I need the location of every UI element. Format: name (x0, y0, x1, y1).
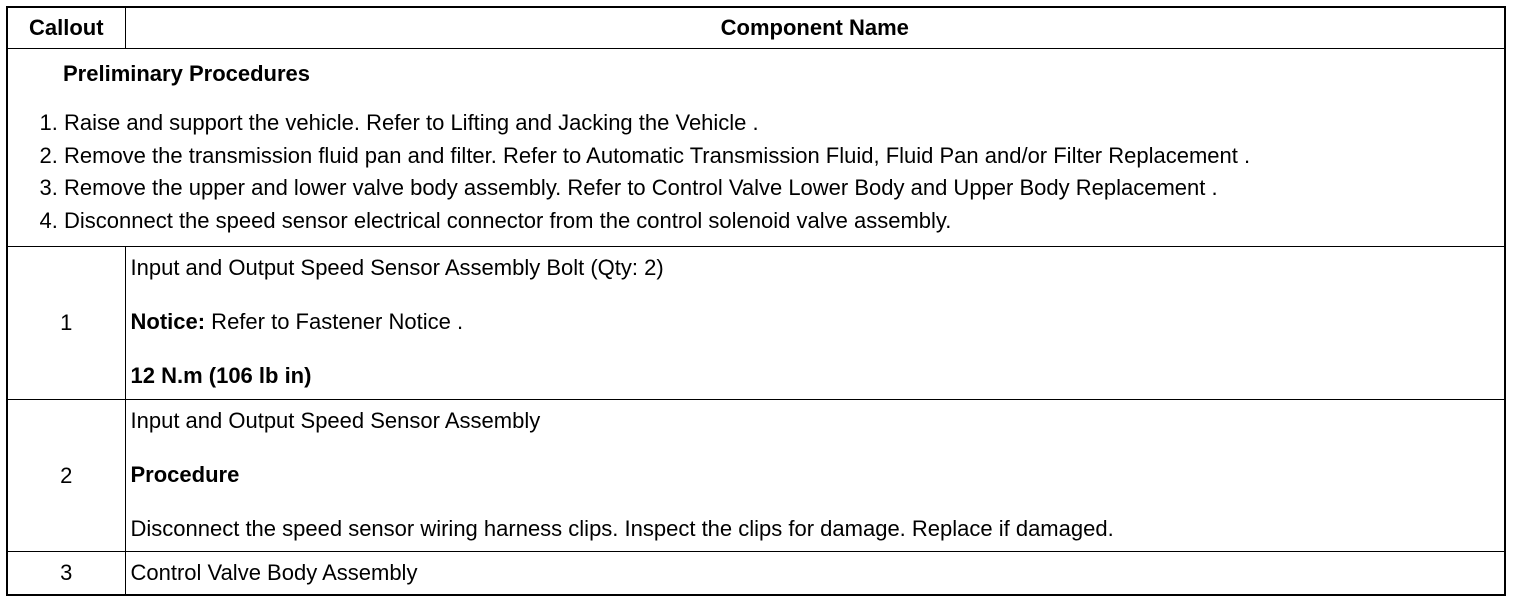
callout-number: 2 (7, 400, 125, 552)
preliminary-step: 1. Raise and support the vehicle. Refer to Lifting and Jacking the Vehicle . (64, 107, 1504, 140)
callout-number: 3 (7, 552, 125, 595)
procedure-table (6, 6, 1506, 596)
header-component-name: Component Name (125, 7, 1505, 49)
table-row (7, 552, 1505, 595)
torque-value: 12 N.m (106 lb in) (130, 363, 312, 388)
procedure-heading (131, 460, 1505, 490)
table-row (7, 400, 1505, 552)
component-name: Control Valve Body Assembly (130, 559, 418, 585)
component-name: Input and Output Speed Sensor Assembly (130, 408, 541, 433)
procedure-label: Procedure (130, 462, 240, 487)
preliminary-row (7, 49, 1505, 247)
preliminary-step: 3. Remove the upper and lower valve body assembly. Refer to Control Valve Lower Body and Upper Body Replacement . (64, 172, 1504, 205)
torque-spec (131, 361, 1505, 391)
preliminary-step: 2. Remove the transmission fluid pan and filter. Refer to Automatic Transmission Fluid, Fluid Pan and/or Filter Replacement . (64, 140, 1504, 173)
preliminary-title: Preliminary Procedures (63, 61, 311, 86)
component-cell (125, 400, 1505, 552)
component-cell (125, 247, 1505, 400)
preliminary-steps (8, 107, 1504, 237)
preliminary-step: 4. Disconnect the speed sensor electrical connector from the control solenoid valve assembly. (64, 205, 1504, 238)
notice-text: Refer to Fastener Notice . (205, 309, 464, 334)
preliminary-cell (7, 49, 1505, 247)
header-callout: Callout (7, 7, 125, 49)
callout-number: 1 (7, 247, 125, 400)
procedure-text: Disconnect the speed sensor wiring harness clips. Inspect the clips for damage. Replace if damaged. (130, 516, 1114, 541)
component-name: Input and Output Speed Sensor Assembly Bolt (Qty: 2) (130, 255, 664, 280)
table-row (7, 247, 1505, 400)
notice (131, 307, 1505, 337)
notice-label: Notice: (130, 309, 206, 334)
header-row (7, 7, 1505, 49)
component-cell (125, 552, 1505, 595)
